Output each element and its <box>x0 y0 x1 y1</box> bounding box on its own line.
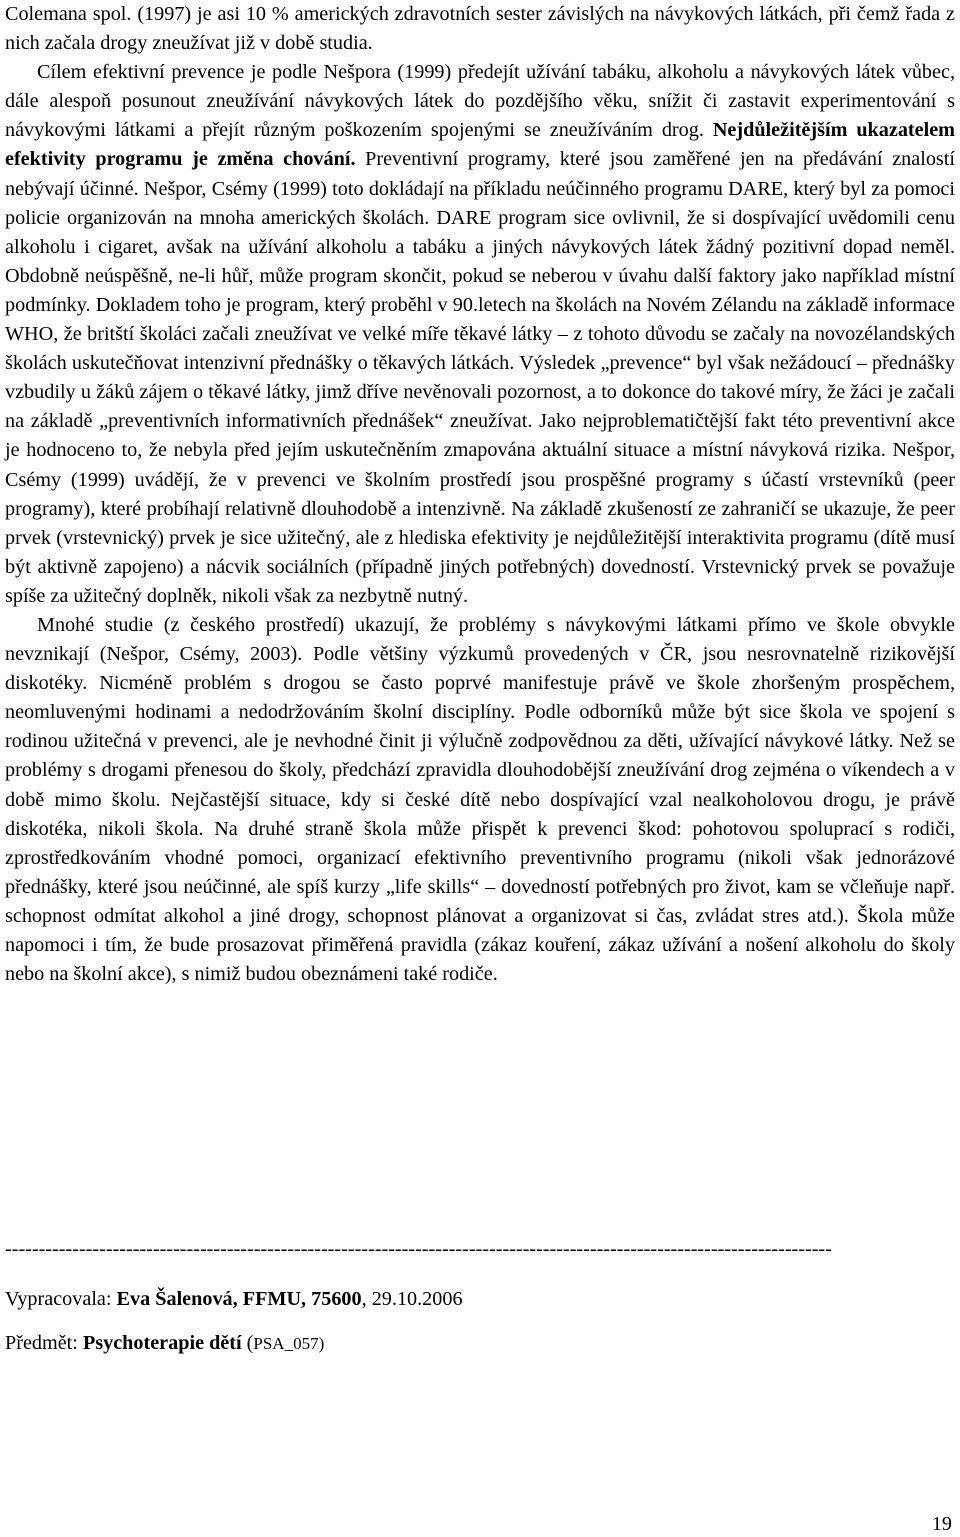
paragraph-1-text: Colemana spol. (1997) je asi 10 % amerických zdravotních sester závislých na návykových látkách, při čemž řada z nich začala drogy zneužívat již v době studia. <box>5 3 955 55</box>
paragraph-2-text-a: Cílem efektivní prevence je podle Nešpora (1999) předejít užívání tabáku, alkoholu a návykových látek vůbec, dále alespoň posunout zneužívání návykových látek do pozdějšího věku, snížit či zastavit experimentování s návykovými látkami a přejít různým poškozením spojenými se zneužíváním drog. <box>5 61 955 142</box>
subject-name: Psychoterapie dětí <box>82 1332 242 1354</box>
paragraph-2-text-b: Preventivní programy, které jsou zaměřené jen na předávání znalostí nebývají účinné. Nešpor, Csémy (1999) toto dokládají na příkladu neúčinného programu DARE, který byl za pomoci policie organizován na mnoha amerických školách. DARE program sice ovlivnil, že si dospívající uvědomili cenu alkoholu i cigaret, avšak na užívání alkoholu a tabáku a jiných návykových látek žádný pozitivní dopad neměl. Obdobně neúspěšně, ne-li hůř, může program skončit, pokud se neberou v úvahu další faktory jako například místní podmínky. Dokladem toho je program, který proběhl v 90.letech na školách na Novém Zélandu na základě informace WHO, že britští školáci začali zneužívat ve velké míře těkavé látky – z tohoto důvodu se začaly na novozélandských školách uskutečňovat intenzivní přednášky o těkavých látkách. Výsledek „prevence“ byl však nežádoucí – přednášky vzbudily u žáků zájem o těkavé látky, jimž dříve nevěnovali pozornost, a to dokonce do takové míry, že žáci je začali na základě „preventivních informativních přednášek“ zneužívat. Jako nejproblematičtější fakt této preventivní akce je hodnoceno to, že nebyla před jejím uskutečněním zmapována aktuální situace a místní návyková rizika. Nešpor, Csémy (1999) uvádějí, že v prevenci ve školním prostředí jsou prospěšné programy s účastí vrstevníků (peer programy), které probíhají relativně dlouhodobě a intenzivně. Na základě zkušeností ze zahraničí se ukazuje, že peer prvek (vrstevnický) prvek je sice užitečný, ale z hlediska efektivity je nejdůležitější interaktivita programu (dítě musí být aktivně zapojeno) a nácvik sociálních (případně jiných potřebných) dovedností. Vrstevnický prvek se považuje spíše za užitečný doplněk, nikoli však za nezbytně nutný. <box>5 148 955 607</box>
paragraph-1 <box>5 0 955 58</box>
paragraph-3 <box>5 611 955 989</box>
author-line <box>5 1286 463 1312</box>
page-number: 19 <box>931 1513 952 1535</box>
separator-line: --------------------------------------------------------------------------------------------------------------------------- <box>5 1238 832 1260</box>
author-label: Vypracovala: <box>5 1288 117 1310</box>
author-name: Eva Šalenová, FFMU, 75600 <box>116 1288 362 1310</box>
paragraph-2-key-statement: Nejdůležitějším ukazatelem efektivity programu je změna chování. <box>5 119 956 171</box>
paragraph-3-text: Mnohé studie (z českého prostředí) ukazují, že problémy s návykovými látkami přímo ve škole obvykle nevznikají (Nešpor, Csémy, 2003). Podle většiny výzkumů provedených v ČR, jsou nesrovnatelně rizikovější diskotéky. Nicméně problém s drogou se často poprvé manifestuje právě ve škole zhoršeným prospěchem, neomluvenými hodinami a nedodržováním školní disciplíny. Podle odborníků může být sice škola ve spojení s rodinou užitečná v prevenci, ale je nevhodné činit ji výlučně zodpovědnou za děti, užívající návykové látky. Než se problémy s drogami přenesou do školy, předchází zpravidla dlouhodobější zneužívání drog zejména o víkendech a v době mimo školu. Nejčastější situace, kdy si české dítě nebo dospívající vzal nealkoholovou drogu, je právě diskotéka, nikoli škola. Na druhé straně škola může přispět k prevenci škod: pohotovou spoluprací s rodiči, zprostředkováním vhodné pomoci, organizací efektivního preventivního programu (nikoli však jednorázové přednášky, které jsou neúčinné, ale spíš kurzy „life skills“ – dovedností potřebných pro život, kam se včleňuje např. schopnost odmítat alkohol a jiné drogy, schopnost plánovat a organizovat si čas, zvládat stres atd.). Škola může napomoci i tím, že bude prosazovat přiměřená pravidla (zákaz kouření, zákaz užívání a nošení alkoholu do školy nebo na školní akce), s nimiž budou obeznámeni také rodiče. <box>5 613 955 986</box>
document-body <box>5 0 955 989</box>
subject-code: PSA_057) <box>253 1334 325 1353</box>
paragraph-2 <box>5 58 955 611</box>
subject-label: Předmět: <box>5 1332 83 1354</box>
subject-paren: ( <box>241 1332 254 1354</box>
author-date: , 29.10.2006 <box>361 1288 463 1310</box>
subject-line <box>5 1330 324 1357</box>
